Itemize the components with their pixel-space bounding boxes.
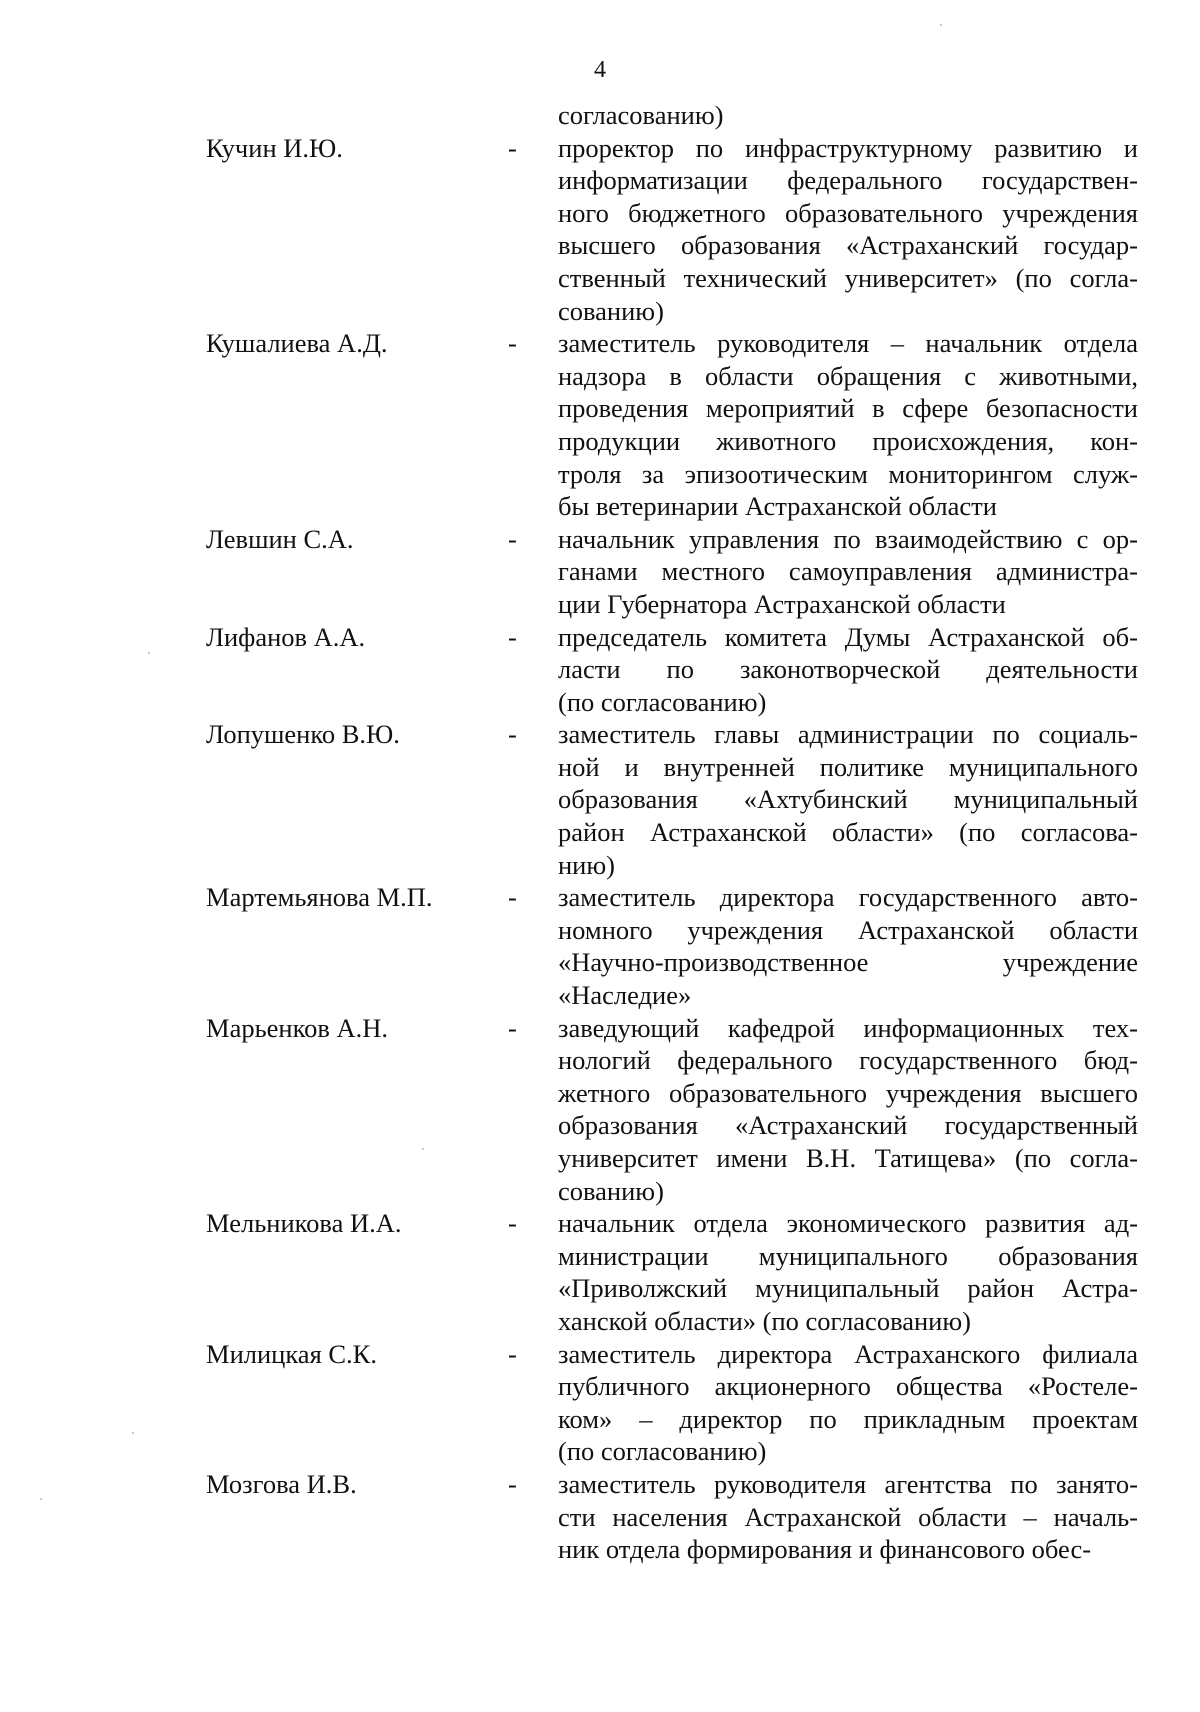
member-name: Мельникова И.А. [206,1208,402,1239]
position-line: жетного образовательного учреждения высшего [558,1077,1138,1108]
member-position [558,132,1138,328]
position-line: сти населения Астраханской области – началь- [558,1501,1138,1532]
position-line: заведующий кафедрой информационных тех- [558,1012,1138,1043]
position-line: информатизации федерального государствен- [558,165,1138,196]
position-line: публичного акционерного общества «Ростеле- [558,1371,1138,1402]
member-name: Лопушенко В.Ю. [206,719,400,750]
position-line: ственный технический университет» (по согла- [558,262,1138,293]
member-entry [0,1468,1200,1566]
position-line: заместитель директора Астраханского филиала [558,1338,1138,1369]
position-line: ного бюджетного образовательного учреждения [558,197,1138,228]
scan-speck [40,1498,42,1500]
position-line: сованию) [558,295,664,326]
member-name: Левшин С.А. [206,523,354,554]
position-line: ной и внутренней политике муниципального [558,751,1138,782]
position-line: «Наследие» [558,980,692,1011]
position-line: высшего образования «Астраханский государ- [558,230,1138,261]
position-line: председатель комитета Думы Астраханской об- [558,621,1138,652]
entry-dash: - [508,621,517,652]
entry-dash: - [508,328,517,359]
position-line: заместитель директора государственного авто- [558,882,1138,913]
position-line: образования «Ахтубинский муниципальный [558,784,1138,815]
member-entry [0,881,1200,1011]
position-line: заместитель руководителя – начальник отдела [558,328,1138,359]
member-name: Мозгова И.В. [206,1468,357,1499]
member-position [558,1338,1138,1468]
member-list [0,99,1200,1566]
page-number: 4 [594,57,606,83]
position-line: заместитель руководителя агентства по занято- [558,1468,1138,1499]
member-position [558,718,1138,881]
position-line: ганами местного самоуправления администра- [558,556,1138,587]
position-line: начальник управления по взаимодействию с ор- [558,523,1138,554]
member-entry [0,1012,1200,1208]
member-position [558,327,1138,523]
member-name: Марьенков А.Н. [206,1012,389,1043]
member-position [558,621,1138,719]
entry-dash: - [508,132,517,163]
scan-speck [132,1432,134,1434]
position-line: «Приволжский муниципальный район Астра- [558,1273,1138,1304]
position-line: бы ветеринарии Астраханской области [558,491,997,522]
continuation-text: согласованию) [558,100,724,130]
position-line: нологий федерального государственного бюд- [558,1045,1138,1076]
member-entry [0,621,1200,719]
entry-dash: - [508,882,517,913]
position-line: (по согласованию) [558,686,767,717]
entry-dash: - [508,1012,517,1043]
position-line: «Научно-производственное учреждение [558,947,1138,978]
position-line: район Астраханской области» (по согласова- [558,817,1138,848]
member-entry [0,1207,1200,1337]
position-line: ласти по законотворческой деятельности [558,654,1138,685]
position-line: номного учреждения Астраханской области [558,914,1138,945]
position-line: (по согласованию) [558,1436,767,1467]
position-line: проведения мероприятий в сфере безопасности [558,393,1138,424]
scan-speck [940,24,942,26]
member-name: Кушалиева А.Д. [206,328,388,359]
position-line: начальник отдела экономического развития ад- [558,1208,1138,1239]
member-entry [0,132,1200,328]
member-position [558,1207,1138,1337]
entries-container [0,132,1200,1566]
member-position [558,1468,1138,1566]
position-line: министрации муниципального образования [558,1240,1138,1271]
position-line: заместитель главы администрации по социаль- [558,719,1138,750]
member-position [558,1012,1138,1208]
member-position [558,881,1138,1011]
position-line: ханской области» (по согласованию) [558,1305,971,1336]
entry-dash: - [508,523,517,554]
member-name: Лифанов А.А. [206,621,366,652]
member-entry [0,1338,1200,1468]
member-name: Мартемьянова М.П. [206,882,433,913]
scan-speck [422,1148,424,1150]
member-entry [0,718,1200,881]
position-line: образования «Астраханский государственный [558,1110,1138,1141]
position-line: ком» – директор по прикладным проектам [558,1403,1138,1434]
entry-dash: - [508,1468,517,1499]
entry-dash: - [508,1208,517,1239]
member-entry [0,327,1200,523]
position-line: ник отдела формирования и финансового обес- [558,1534,1092,1565]
position-line: университет имени В.Н. Татищева» (по согла- [558,1143,1138,1173]
member-entry [0,523,1200,621]
member-name: Милицкая С.К. [206,1338,377,1369]
position-line: сованию) [558,1175,664,1206]
member-name: Кучин И.Ю. [206,132,343,163]
member-position [558,523,1138,621]
position-line: надзора в области обращения с животными, [558,360,1138,391]
position-line: троля за эпизоотическим мониторингом служ- [558,458,1138,489]
entry-dash: - [508,1338,517,1369]
position-line: нию) [558,849,615,880]
entry-dash: - [508,719,517,750]
position-line: ции Губернатора Астраханской области [558,588,1006,619]
position-line: продукции животного происхождения, кон- [558,425,1138,456]
scan-speck [148,652,150,654]
position-line: проректор по инфраструктурному развитию и [558,132,1138,163]
